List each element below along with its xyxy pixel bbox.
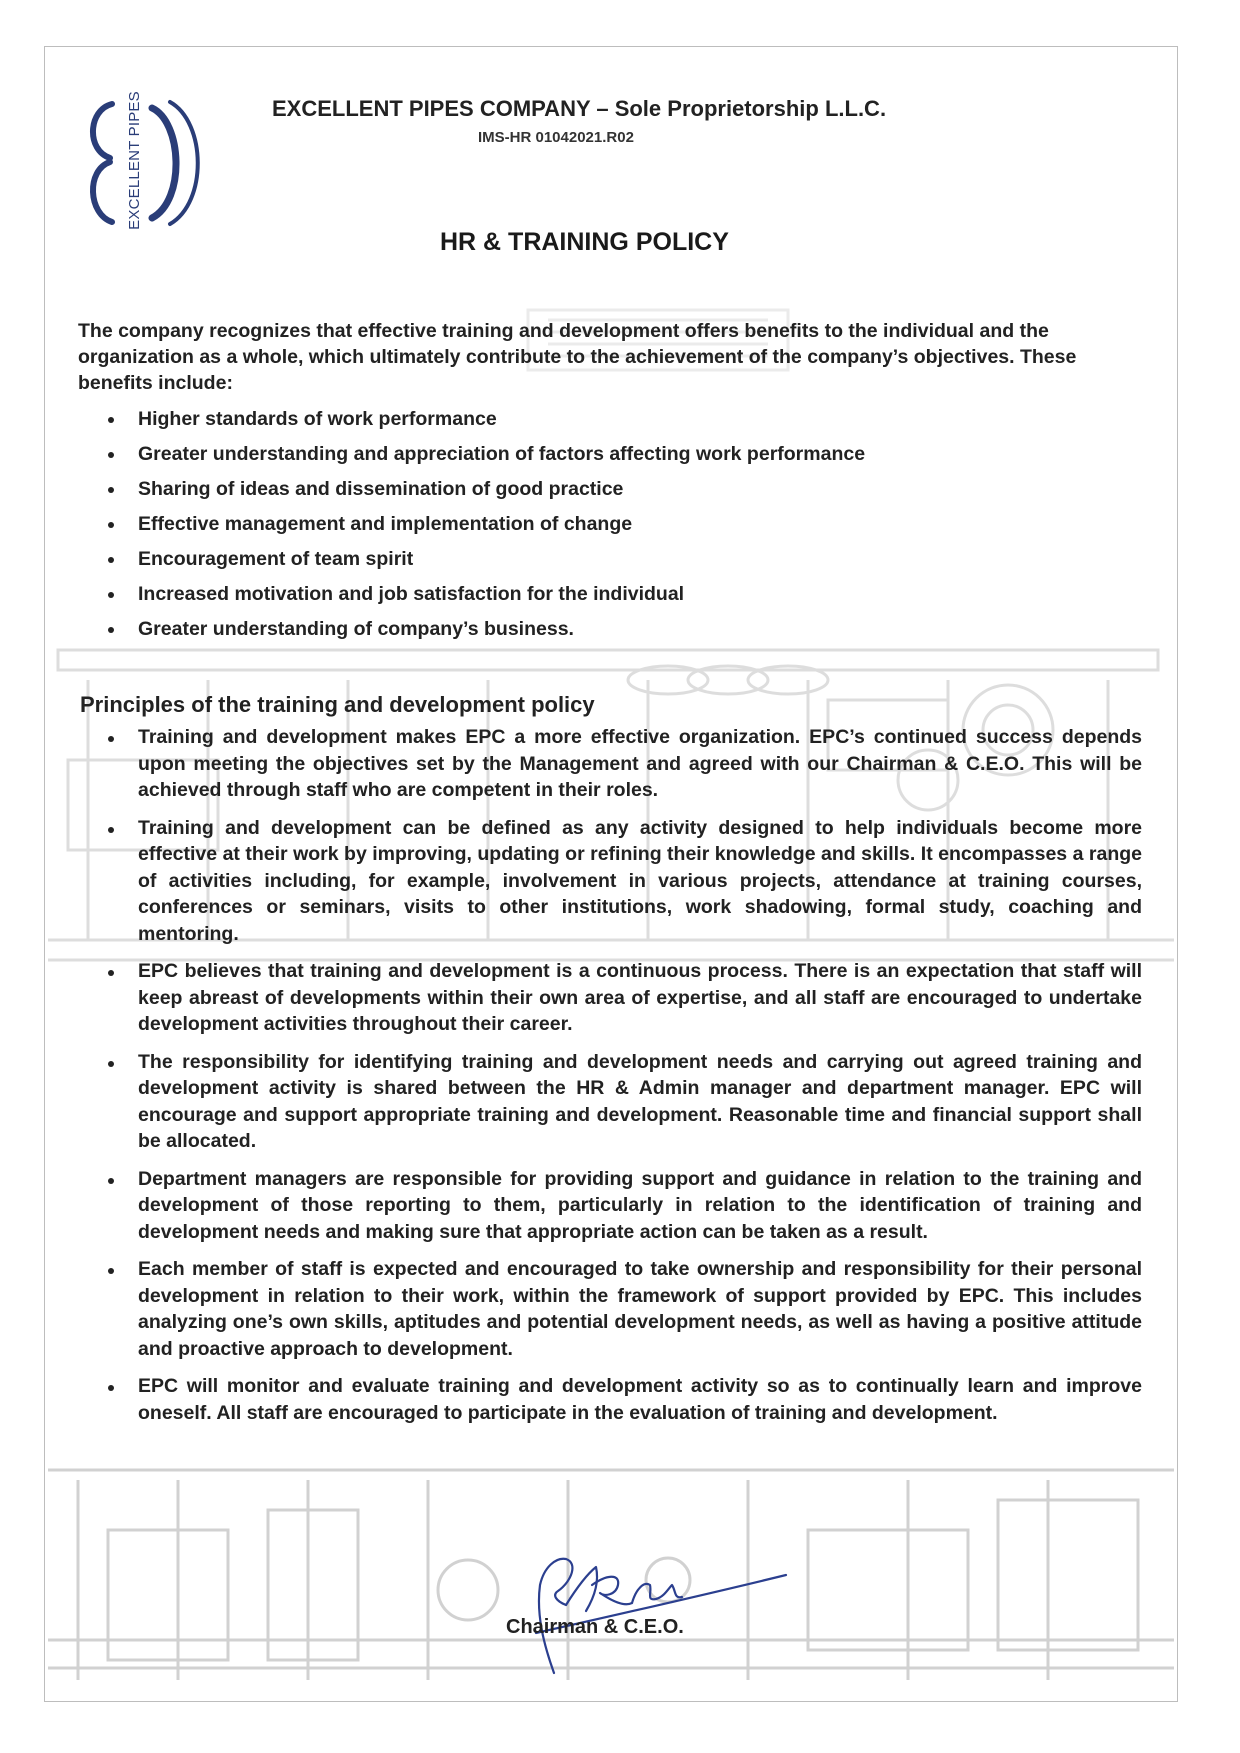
handwritten-signature	[496, 1545, 796, 1675]
list-item	[100, 616, 1140, 651]
principle-text: Training and development can be defined as any activity designed to help individuals become more effective at their work by improving, updating or refining their knowledge and skills. It encompasses a range of activities including, for example, involvement in various projects, attendance at training courses, conferences or seminars, visits to other institutions, work shadowing, formal study, coaching and mentoring.	[138, 816, 1142, 945]
list-item-text: Higher standards of work performance	[138, 408, 497, 430]
bullet-icon	[108, 1061, 114, 1067]
bullet-icon	[108, 557, 114, 563]
bullet-icon	[108, 592, 114, 598]
list-item	[100, 476, 1140, 511]
principle-text: The responsibility for identifying training and development needs and carrying out agreed training and development activity is shared between the HR & Admin manager and department manager. EPC will encourage and support appropriate training and development. Reasonable time and financial support shall be allocated.	[138, 1050, 1142, 1152]
principle-text: Department managers are responsible for providing support and guidance in relation to the training and development of those reporting to them, particularly in relation to the identification of training and development needs and making sure that appropriate action can be taken as a result.	[138, 1167, 1142, 1243]
bullet-icon	[108, 1385, 114, 1391]
bullet-icon	[108, 827, 114, 833]
principles-list	[100, 724, 1142, 1437]
signatory-title: Chairman & C.E.O.	[506, 1616, 684, 1638]
bullet-icon	[108, 627, 114, 633]
list-item-text: Greater understanding of company’s business.	[138, 618, 574, 640]
principle-text: Each member of staff is expected and encouraged to take ownership and responsibility for their personal development in relation to their work, within the framework of support provided by EPC. This includes analyzing one’s own skills, aptitudes and potential development needs, as well as having a positive attitude and proactive approach to development.	[138, 1258, 1142, 1360]
document-code: IMS-HR 01042021.R02	[478, 129, 634, 146]
principles-heading: Principles of the training and development policy	[80, 692, 595, 717]
company-name: EXCELLENT PIPES COMPANY – Sole Proprietorship L.L.C.	[272, 96, 887, 121]
list-item	[100, 581, 1140, 616]
bullet-icon	[108, 970, 114, 976]
bullet-icon	[108, 1178, 114, 1184]
bullet-icon	[108, 487, 114, 493]
principle-text: EPC will monitor and evaluate training and development activity so as to continually learn and improve oneself. All staff are encouraged to participate in the evaluation of training and development.	[138, 1375, 1142, 1424]
bullet-icon	[108, 1268, 114, 1274]
principle-item	[100, 1256, 1142, 1362]
principle-text: Training and development makes EPC a more effective organization. EPC’s continued success depends upon meeting the objectives set by the Management and agreed with our Chairman & C.E.O. This will be achieved through staff who are competent in their roles.	[138, 726, 1142, 801]
list-item	[100, 441, 1140, 476]
principle-text: EPC believes that training and development is a continuous process. There is an expectation that staff will keep abreast of developments within their own area of expertise, and all staff are encouraged to undertake development activities throughout their career.	[138, 960, 1142, 1035]
logo-wordmark: EXCELLENT PIPES	[125, 90, 143, 230]
bullet-icon	[108, 736, 114, 742]
list-item-text: Encouragement of team spirit	[138, 548, 414, 570]
intro-paragraph: The company recognizes that effective training and development offers benefits to the individual and the organization as a whole, which ultimately contribute to the achievement of the company’s objectives. These benefits include:	[78, 320, 1077, 394]
principle-item	[100, 1373, 1142, 1426]
list-item-text: Sharing of ideas and dissemination of good practice	[138, 478, 624, 500]
bullet-icon	[108, 417, 114, 423]
principle-item	[100, 815, 1142, 948]
list-item-text: Increased motivation and job satisfaction for the individual	[138, 583, 685, 605]
bullet-icon	[108, 452, 114, 458]
bullet-icon	[108, 522, 114, 528]
principle-item	[100, 1166, 1142, 1246]
list-item	[100, 406, 1140, 441]
principle-item	[100, 1049, 1142, 1155]
list-item-text: Greater understanding and appreciation of factors affecting work performance	[138, 443, 866, 465]
list-item	[100, 546, 1140, 581]
principle-item	[100, 958, 1142, 1038]
principle-item	[100, 724, 1142, 804]
benefits-list	[100, 406, 1140, 651]
list-item	[100, 511, 1140, 546]
list-item-text: Effective management and implementation of change	[138, 513, 633, 535]
document-title: HR & TRAINING POLICY	[440, 228, 729, 256]
